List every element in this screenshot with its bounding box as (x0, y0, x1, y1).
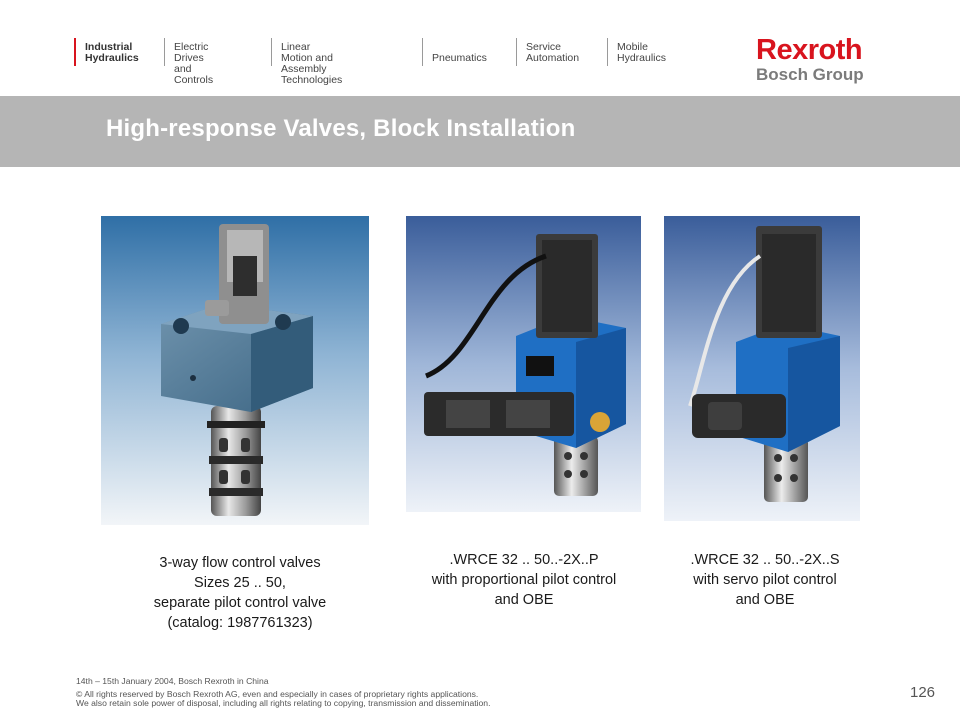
product-photo-wrce-proportional (406, 216, 641, 512)
nav-item-industrial-hydraulics[interactable] (74, 38, 139, 66)
nav-item-label: Industrial Hydraulics (85, 41, 139, 64)
caption-line: and OBE (494, 592, 554, 608)
caption-line: and OBE (735, 592, 795, 608)
nav-item-label: Pneumatics (432, 52, 487, 64)
caption-line: with proportional pilot control (431, 572, 617, 588)
nav-item-label: Service Automation (526, 41, 580, 64)
nav-item-label: Linear Motion and Assembly Technologies (281, 41, 343, 86)
nav-item-pneumatics[interactable] (422, 38, 487, 66)
caption-line: 3-way flow control valves (159, 555, 321, 571)
nav-item-label: Electric Drives and Controls (174, 41, 214, 86)
caption-line: (catalog: 1987761323) (167, 615, 313, 631)
caption-flow-control-valve (130, 553, 350, 633)
page-title: High-response Valves, Block Installation (106, 115, 576, 142)
caption-line: separate pilot control valve (153, 595, 327, 611)
title-band (0, 96, 960, 167)
product-photo-wrce-servo (664, 216, 860, 521)
logo-group: Bosch Group (756, 65, 864, 84)
rexroth-logo (756, 36, 896, 84)
footer-date: 14th – 15th January 2004, Bosch Rexroth in China (76, 676, 269, 686)
logo-brand: Rexroth (756, 34, 863, 66)
nav-item-linear-motion[interactable] (271, 38, 343, 86)
caption-line: .WRCE 32 .. 50..-2X..S (690, 552, 840, 568)
caption-line: .WRCE 32 .. 50..-2X..P (449, 552, 599, 568)
caption-wrce-servo (660, 550, 870, 610)
page-number: 126 (910, 684, 936, 701)
nav-item-mobile-hydraulics[interactable] (607, 38, 666, 66)
caption-line: Sizes 25 .. 50, (194, 575, 286, 591)
nav-item-electric-drives[interactable] (164, 38, 214, 86)
nav-item-label: Mobile Hydraulics (617, 41, 667, 64)
caption-line: with servo pilot control (693, 572, 837, 588)
footer-copyright: © All rights reserved by Bosch Rexroth AG, even and especially in cases of proprietary rights applications. (76, 689, 479, 699)
nav-item-service-automation[interactable] (516, 38, 579, 66)
product-photo-flow-control-valve (101, 216, 369, 525)
footer-retain-notice: We also retain sole power of disposal, including all rights relating to copying, transmission and dissemination. (76, 698, 491, 708)
caption-wrce-proportional (404, 550, 644, 610)
